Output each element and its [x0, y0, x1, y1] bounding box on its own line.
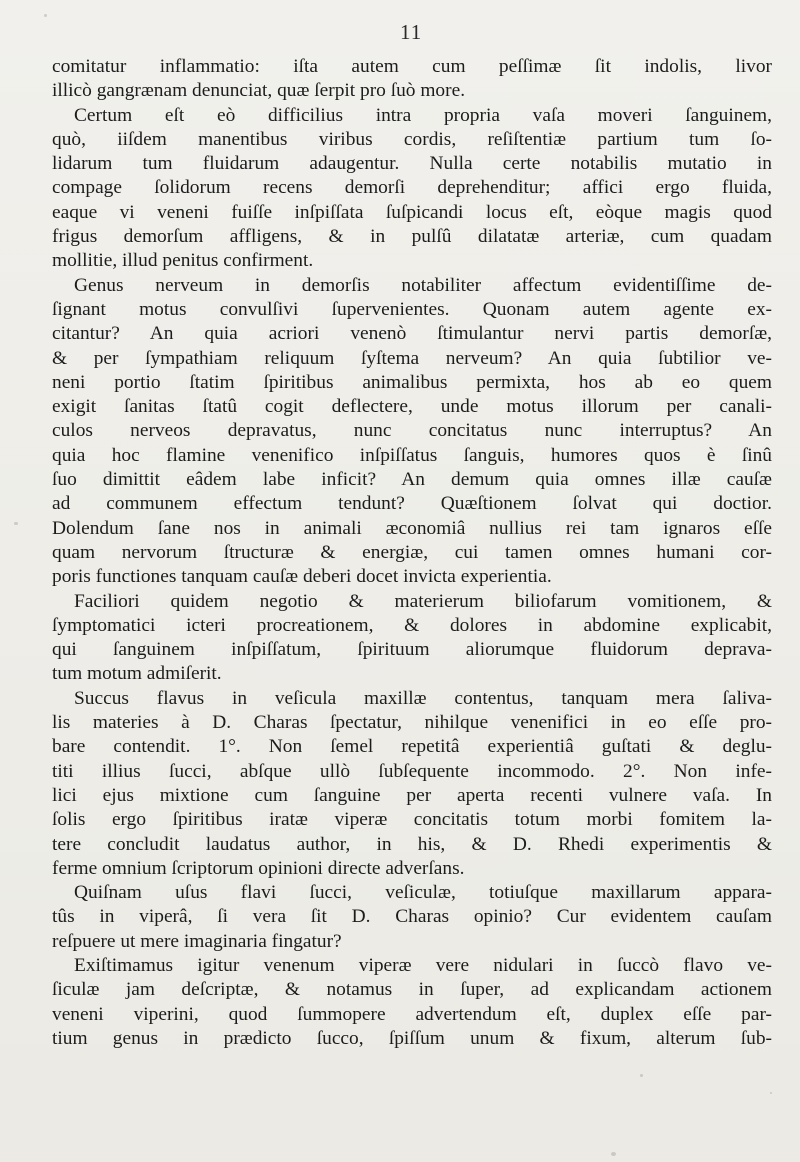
text-line: ſiculæ jam deſcriptæ, & notamus in ſuper, ad explicandam actionem — [52, 979, 772, 1001]
text-line: lidarum tum fluidarum adaugentur. Nulla certe notabilis mutatio in — [52, 153, 772, 175]
text-line: ſolis ergo ſpiritibus iratæ viperæ concitatis totum morbi fomitem la- — [52, 809, 772, 831]
text-line: compage ſolidorum recens demorſi deprehenditur; affici ergo fluida, — [52, 177, 772, 199]
text-line: mollitie, illud penitus confirment. — [52, 250, 314, 272]
text-line: bare contendit. 1°. Non ſemel repetitâ experientiâ guſtati & deglu- — [52, 736, 772, 758]
text-line: tûs in viperâ, ſi vera ſit D. Charas opinio? Cur evidentem cauſam — [52, 906, 772, 928]
text-line: culos nerveos depravatus, nunc concitatus nunc interruptus? An — [52, 420, 772, 442]
text-line: ad communem effectum tendunt? Quæſtionem ſolvat qui doctior. — [52, 493, 772, 515]
text-line: Faciliori quidem negotio & materierum biliofarum vomitionem, & — [74, 590, 772, 612]
text-line: veneni viperini, quod ſummopere advertendum eſt, duplex eſſe par- — [52, 1003, 772, 1025]
text-line: eaque vi veneni fuiſſe inſpiſſata ſuſpicandi locus eſt, eòque magis quod — [52, 201, 772, 223]
text-line: Exiſtimamus igitur venenum viperæ vere nidulari in ſuccò flavo ve- — [74, 954, 772, 976]
text-line: quò, iiſdem manentibus viribus cordis, reſiſtentiæ partium tum ſo- — [52, 128, 772, 150]
text-line: citantur? An quia acriori venenò ſtimulantur nervi partis demorſæ, — [52, 323, 772, 345]
text-line: frigus demorſum affligens, & in pulſû dilatatæ arteriæ, cum quadam — [52, 226, 772, 248]
paper-speck — [44, 14, 47, 17]
text-line: comitatur inflammatio: iſta autem cum peſſimæ ſit indolis, livor — [52, 56, 772, 77]
text-line: Certum eſt eò difficilius intra propria vaſa moveri ſanguinem, — [74, 104, 772, 126]
text-line: tere concludit laudatus author, in his, & D. Rhedi experimentis & — [52, 833, 772, 855]
page-number: 11 — [400, 20, 423, 44]
text-line: poris functiones tanquam cauſæ deberi docet invicta experientia. — [52, 566, 552, 588]
paper-speck — [640, 1074, 643, 1077]
text-line: titi illius ſucci, abſque ullò ſubſequente incommodo. 2°. Non infe- — [52, 760, 772, 782]
text-line: Genus nerveum in demorſis notabiliter affectum evidentiſſime de- — [74, 274, 772, 296]
text-line: quam nervorum ſtructuræ & energiæ, cui tamen omnes humani cor- — [52, 541, 772, 563]
text-line: exigit ſanitas ſtatû cogit deflectere, unde motus illorum per canali- — [52, 396, 772, 418]
text-line: ſignant motus convulſivi ſupervenientes. Quonam autem agente ex- — [52, 298, 772, 320]
text-line: ferme omnium ſcriptorum opinioni directe adverſans. — [52, 857, 465, 879]
text-line: illicò gangrænam denunciat, quæ ſerpit pro ſuò more. — [52, 80, 466, 102]
text-line: quia hoc flamine venenifico inſpiſſatus ſanguis, humores quos è ſinû — [52, 444, 772, 466]
text-line: ſuo dimittit eâdem labe inficit? An demum quia omnes illæ cauſæ — [52, 469, 772, 491]
text-line: lis materies à D. Charas ſpectatur, nihilque venenifici in eo eſſe pro- — [52, 712, 772, 734]
text-line: tium genus in prædicto ſucco, ſpiſſum unum & fixum, alterum ſub- — [52, 1027, 772, 1049]
text-line: Quiſnam uſus flavi ſucci, veſiculæ, totiuſque maxillarum appara- — [74, 882, 772, 904]
paper-speck — [14, 522, 18, 525]
paper-speck — [770, 1092, 772, 1094]
text-line: & per ſympathiam reliquum ſyſtema nerveum? An quia ſubtilior ve- — [52, 347, 772, 369]
text-line: lici ejus mixtione cum ſanguine per aperta recenti vulnere vaſa. In — [52, 784, 772, 806]
text-line: qui ſanguinem inſpiſſatum, ſpirituum aliorumque fluidorum deprava- — [52, 639, 772, 661]
text-line: neni portio ſtatim ſpiritibus animalibus permixta, hos ab eo quem — [52, 371, 772, 393]
text-line: reſpuere ut mere imaginaria fingatur? — [52, 930, 342, 952]
text-line: Dolendum ſane nos in animali æconomiâ nullius rei tam ignaros eſſe — [52, 517, 772, 539]
body-text — [52, 55, 772, 1051]
text-line: tum motum admiſerit. — [52, 663, 222, 685]
text-line: Succus flavus in veſicula maxillæ contentus, tanquam mera ſaliva- — [74, 687, 772, 709]
text-line: ſymptomatici icteri procreationem, & dolores in abdomine explicabit, — [52, 614, 772, 636]
paper-speck — [611, 1152, 616, 1156]
